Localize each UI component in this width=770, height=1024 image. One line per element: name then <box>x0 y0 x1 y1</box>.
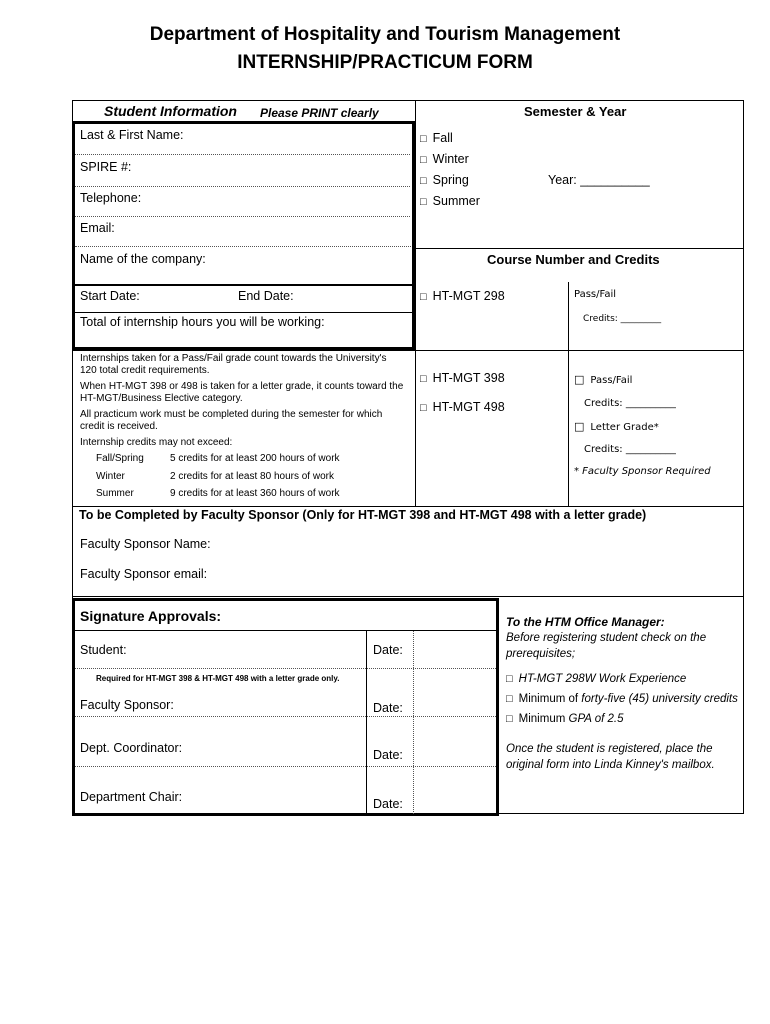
office-heading: To the HTM Office Manager: <box>506 615 665 629</box>
print-note: Please PRINT clearly <box>260 106 379 120</box>
email-field-label[interactable]: Email: <box>80 221 115 235</box>
ht398-checkbox[interactable]: □ HT-MGT 398 <box>420 371 505 385</box>
year-field[interactable]: Year: __________ <box>548 173 650 187</box>
signature-heading: Signature Approvals: <box>80 608 222 624</box>
limit-value: 2 credits for at least 80 hours of work <box>170 471 334 482</box>
gpa-check-emphasis: GPA of 2.5 <box>568 713 624 725</box>
note-pass-fail-2: 120 total credit requirements. <box>80 365 210 376</box>
gpa-checkbox[interactable] <box>506 713 623 725</box>
gpa-check-text: Minimum <box>518 713 566 725</box>
sig-line <box>75 716 496 717</box>
note-practicum-1: All practicum work must be completed during the semester for which <box>80 409 383 420</box>
semester-winter-checkbox[interactable]: □ Winter <box>420 152 469 166</box>
sig-line <box>75 668 496 669</box>
semester-spring-checkbox[interactable]: □ Spring <box>420 173 469 187</box>
semester-heading: Semester & Year <box>524 104 627 119</box>
start-date-field-label[interactable]: Start Date: <box>80 289 140 303</box>
chair-date-field[interactable]: Date: <box>373 797 403 811</box>
end-date-field-label[interactable]: End Date: <box>238 289 294 303</box>
letter-grade-checkbox[interactable]: □ Letter Grade* <box>574 421 659 434</box>
office-line-2: prerequisites; <box>506 648 576 660</box>
faculty-email-field[interactable]: Faculty Sponsor email: <box>80 567 208 581</box>
form-title: Department of Hospitality and Tourism Management <box>149 24 621 45</box>
ht298-credits-field[interactable]: Credits: _________ <box>583 314 662 324</box>
student-signature-field[interactable]: Student: <box>80 643 127 657</box>
company-field-label[interactable]: Name of the company: <box>80 252 206 266</box>
office-line-1: Before registering student check on the <box>506 632 707 644</box>
course-mid-line <box>415 350 744 351</box>
course-heading: Course Number and Credits <box>487 252 660 267</box>
limit-value: 5 credits for at least 200 hours of work <box>170 453 340 464</box>
sponsor-required-note: * Faculty Sponsor Required <box>574 466 711 477</box>
limit-term: Summer <box>96 488 134 499</box>
note-practicum-2: credit is received. <box>80 421 158 432</box>
note-pass-fail-1: Internships taken for a Pass/Fail grade count towards the University's <box>80 353 387 364</box>
sponsor-signature-field[interactable]: Faculty Sponsor: <box>80 698 174 712</box>
ht298-checkbox[interactable]: □ HT-MGT 298 <box>420 289 505 303</box>
ht298-pass-fail: Pass/Fail <box>574 289 617 300</box>
faculty-top-line <box>72 506 744 507</box>
sponsor-date-field[interactable]: Date: <box>373 701 403 715</box>
chair-signature-field[interactable]: Department Chair: <box>80 790 183 804</box>
coordinator-date-field[interactable]: Date: <box>373 748 403 762</box>
semester-summer-checkbox[interactable]: □ Summer <box>420 194 480 208</box>
coordinator-signature-field[interactable]: Dept. Coordinator: <box>80 741 183 755</box>
credits-divider <box>568 282 569 506</box>
form-subtitle: INTERNSHIP/PRACTICUM FORM <box>237 52 533 73</box>
sig-line <box>75 766 496 767</box>
credits-checkbox[interactable] <box>506 693 738 705</box>
signature-top-line <box>72 596 744 597</box>
date-value-divider <box>413 630 414 814</box>
date-divider <box>366 630 367 814</box>
hours-field-label[interactable]: Total of internship hours you will be working: <box>80 315 325 329</box>
limit-term: Winter <box>96 471 125 482</box>
dates-bottom-line <box>75 312 412 313</box>
required-note: Required for HT-MGT 398 & HT-MGT 498 with a letter grade only. <box>96 674 340 683</box>
name-field-label[interactable]: Last & First Name: <box>80 128 184 142</box>
limit-term: Fall/Spring <box>96 453 144 464</box>
student-date-field[interactable]: Date: <box>373 643 403 657</box>
notes-top-line <box>72 350 415 351</box>
student-info-heading: Student Information <box>104 103 237 119</box>
pass-fail-credits-field[interactable]: Credits: __________ <box>584 398 676 409</box>
semester-bottom-line <box>415 248 744 249</box>
ht498-checkbox[interactable]: □ HT-MGT 498 <box>420 400 505 414</box>
note-letter-grade-2: HT-MGT/Business Elective category. <box>80 393 243 404</box>
semester-fall-checkbox[interactable]: □ Fall <box>420 131 453 145</box>
office-final-1: Once the student is registered, place the <box>506 743 713 755</box>
company-bottom-line <box>75 284 412 286</box>
telephone-field-label[interactable]: Telephone: <box>80 191 142 205</box>
pass-fail-checkbox[interactable]: □ Pass/Fail <box>574 374 632 387</box>
spire-field-label[interactable]: SPIRE #: <box>80 160 132 174</box>
faculty-heading: To be Completed by Faculty Sponsor (Only for HT-MGT 398 and HT-MGT 498 with a letter grade) <box>79 508 647 522</box>
faculty-name-field[interactable]: Faculty Sponsor Name: <box>80 537 211 551</box>
sig-line <box>75 630 496 631</box>
limit-value: 9 credits for at least 360 hours of work <box>170 488 340 499</box>
office-final-2: original form into Linda Kinney's mailbox. <box>506 759 715 771</box>
work-experience-checkbox[interactable]: □ HT-MGT 298W Work Experience <box>506 673 686 685</box>
column-divider <box>415 100 416 506</box>
letter-grade-credits-field[interactable]: Credits: __________ <box>584 444 676 455</box>
credits-check-text: Minimum of <box>518 693 579 705</box>
credits-check-emphasis: forty-five (45) university credits <box>581 693 738 705</box>
note-letter-grade-1: When HT-MGT 398 or 498 is taken for a letter grade, it counts toward the <box>80 381 404 392</box>
note-credit-limit: Internship credits may not exceed: <box>80 437 233 448</box>
